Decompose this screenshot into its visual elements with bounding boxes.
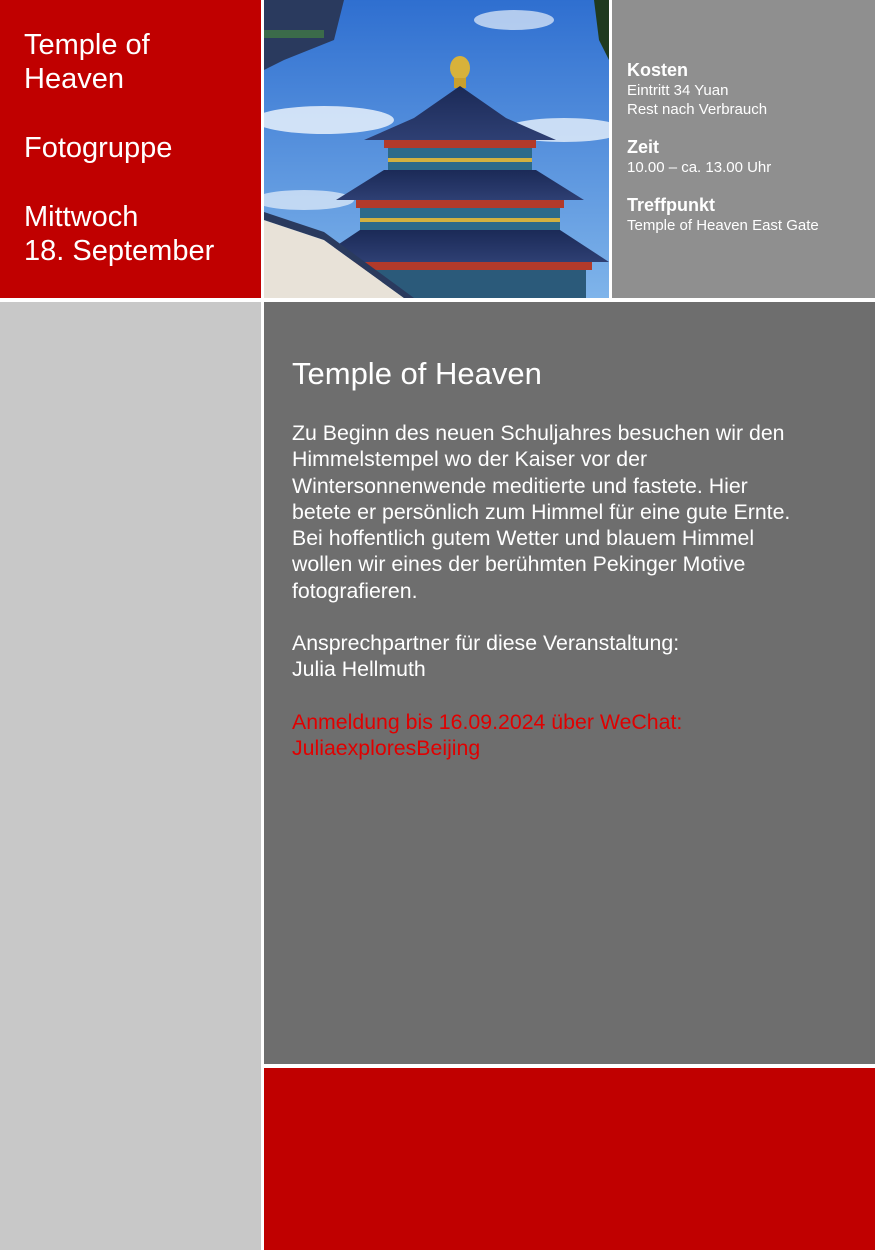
time-label: Zeit bbox=[627, 137, 660, 157]
cost-line: Rest nach Verbrauch bbox=[627, 101, 768, 118]
title-block bbox=[0, 0, 261, 298]
description: Zu Beginn des neuen Schuljahres besuchen wir den Himmelstempel wo der Kaiser vor der Wintersonnenwende meditierte und fastete. Hier betete er persönlich zum Himmel für eine gute Ernte. Bei hoffentlich gutem Wetter und blauem Himmel wollen wir eines der berühmten Pekinger Motive fotografieren. bbox=[292, 421, 791, 603]
event-date: Mittwoch 18. September bbox=[24, 201, 215, 267]
meeting-info bbox=[627, 195, 875, 235]
group-name: Fotogruppe bbox=[24, 132, 173, 164]
contact: Ansprechpartner für diese Veranstaltung: Julia Hellmuth bbox=[292, 631, 680, 682]
main-panel bbox=[264, 302, 875, 1064]
cost-line: Eintritt 34 Yuan bbox=[627, 82, 729, 99]
main-title: Temple of Heaven bbox=[292, 356, 542, 391]
footer-block bbox=[264, 1068, 875, 1250]
time-line: 10.00 – ca. 13.00 Uhr bbox=[627, 159, 772, 176]
meeting-label: Treffpunkt bbox=[627, 195, 715, 215]
registration: Anmeldung bis 16.09.2024 über WeChat: JuliaexploresBeijing bbox=[292, 709, 683, 760]
time-info bbox=[627, 137, 875, 177]
temple-photo bbox=[264, 0, 609, 298]
info-block bbox=[612, 0, 875, 298]
cost-label: Kosten bbox=[627, 60, 689, 80]
cost-info bbox=[627, 60, 875, 119]
event-title: Temple of Heaven bbox=[24, 29, 150, 95]
temple-illustration bbox=[264, 0, 609, 298]
left-panel bbox=[0, 302, 261, 1250]
meeting-line: Temple of Heaven East Gate bbox=[627, 217, 819, 234]
